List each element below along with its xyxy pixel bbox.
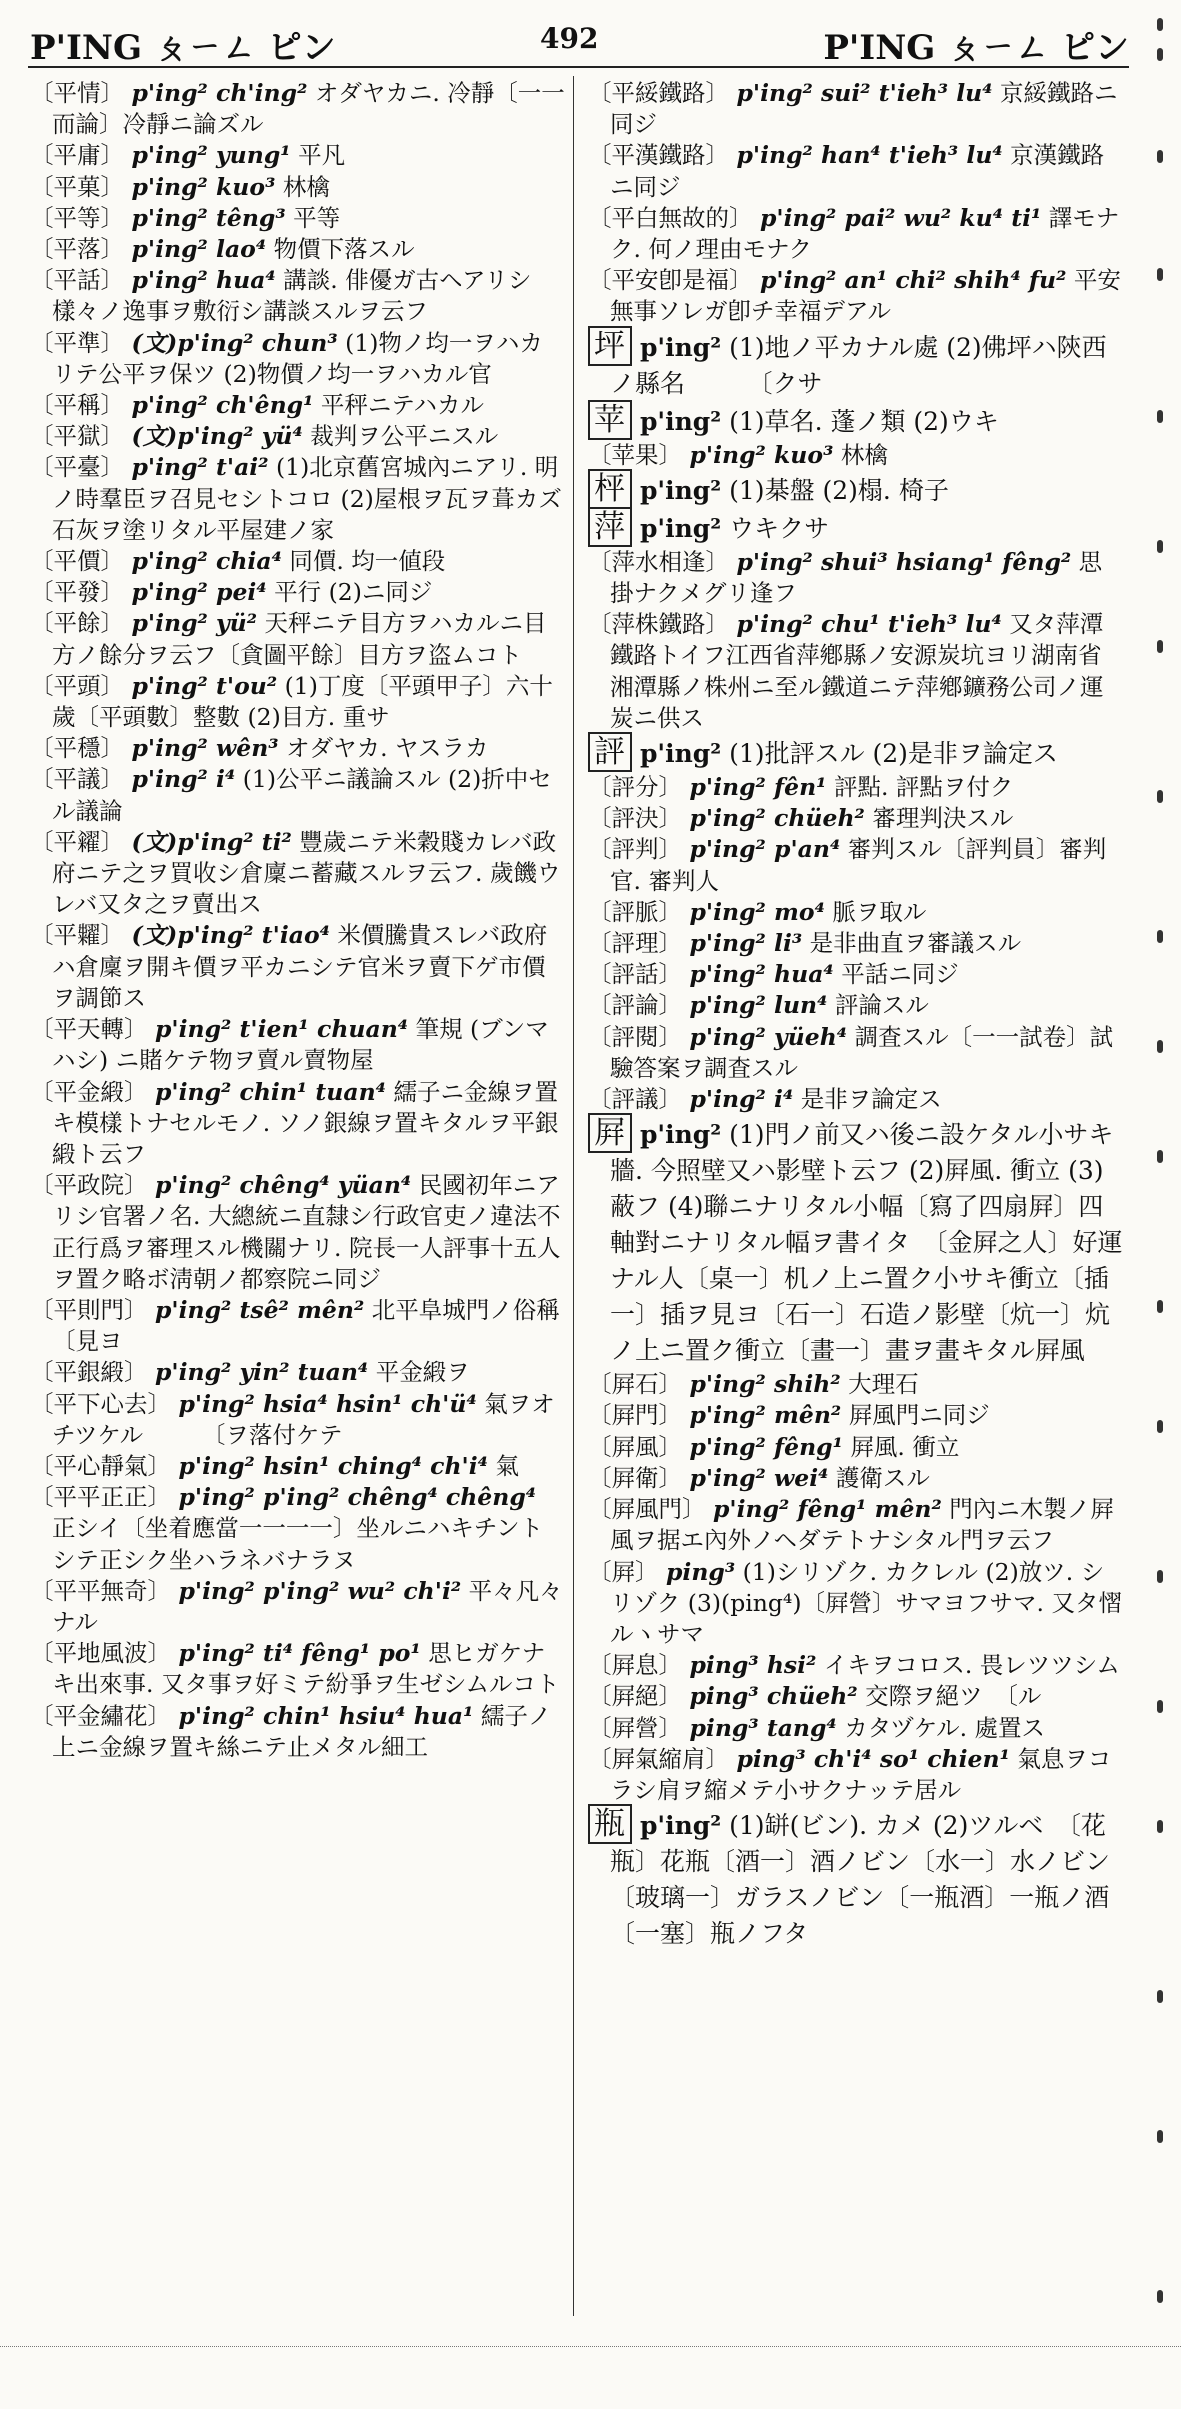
entry-definition: 平々凡々ナル <box>52 1576 563 1636</box>
entry-headword: 〔屛風門〕 <box>588 1495 706 1524</box>
entry-headword: 〔平綏鐵路〕 <box>588 79 729 107</box>
entry-definition: (1)公平ニ議論スル (2)折中セル議論 <box>52 765 552 825</box>
entry-definition: (1)草名. 蓬ノ類 (2)ウキ <box>721 406 999 436</box>
entry-romanization: p'ing² hsia⁴ hsin¹ ch'ü⁴ <box>178 1389 477 1418</box>
compound-entry <box>588 1463 1124 1494</box>
entry-definition: (1)丁度〔平頭甲子〕六十歲〔平頭數〕整數 (2)目方. 重サ <box>52 671 553 732</box>
entry-definition: 京綏鐵路ニ同ジ <box>610 79 1118 139</box>
entry-romanization: (文)p'ing² ti² <box>131 827 292 856</box>
entry-headword: 〔平平正正〕 <box>30 1483 171 1512</box>
entry-headword: 〔平金緞〕 <box>30 1077 148 1106</box>
entry-romanization: p'ing² pai² wu² ku⁴ ti¹ <box>759 203 1042 232</box>
compound-entry <box>588 1650 1124 1681</box>
headword-entry <box>588 471 1124 509</box>
entry-headword: 〔平漢鐵路〕 <box>588 141 729 170</box>
column-divider <box>573 76 574 2316</box>
entry-definition: 評論スル <box>827 991 929 1020</box>
compound-entry <box>30 265 566 327</box>
entry-headword: 瓶 <box>588 1804 632 1844</box>
entry-headword: 〔屛〕 <box>588 1557 659 1586</box>
entry-romanization: p'ing² wei⁴ <box>689 1463 829 1492</box>
entry-romanization: p'ing² chia⁴ <box>131 547 282 576</box>
entry-headword: 〔平政院〕 <box>30 1171 148 1200</box>
headword-entry <box>588 509 1124 547</box>
compound-entry <box>30 140 566 171</box>
compound-entry <box>588 1557 1124 1651</box>
entry-definition: 平行 (2)ニ同ジ <box>266 578 433 607</box>
compound-entry <box>30 1576 566 1638</box>
entry-romanization: p'ing² hua⁴ <box>689 960 834 989</box>
compound-entry <box>588 547 1124 609</box>
compound-entry <box>30 1357 566 1388</box>
entry-definition: 評點. 評點ヲ付ク <box>826 773 1014 802</box>
entry-definition: (1)シリゾク. カクレル (2)放ツ. シリゾク (3)(ping⁴)〔屛營〕サマヨフサマ. 又タ慴ルヽサマ <box>610 1557 1122 1648</box>
compound-entry <box>588 609 1124 734</box>
entry-romanization: p'ing² fên¹ <box>689 773 827 802</box>
entry-definition: 譯モナク. 何ノ理由モナク <box>610 203 1120 264</box>
entry-definition: 民國初年ニアリシ官署ノ名. 大總統ニ直隸シ行政官吏ノ違法不正行爲ヲ審理スル機關ナリ. 院長一人評事十五人ヲ置ク略ボ淸朝ノ都察院ニ同ジ <box>52 1171 561 1293</box>
right-column <box>588 78 1124 2306</box>
entry-definition: 門內ニ木製ノ屛風ヲ据エ內外ノヘダテトナシタル門ヲ云フ <box>610 1495 1114 1555</box>
entry-romanization: p'ing² sui² t'ieh³ lu⁴ <box>736 79 993 107</box>
compound-entry <box>588 772 1124 803</box>
compound-entry <box>30 390 566 421</box>
entry-headword: 〔平臺〕 <box>30 453 124 482</box>
scan-speck <box>1157 930 1163 943</box>
entry-romanization: (文)p'ing² yü⁴ <box>131 422 303 451</box>
entry-romanization: p'ing² chin¹ tuan⁴ <box>154 1077 386 1106</box>
entry-headword: 〔評決〕 <box>588 804 682 833</box>
entry-headword: 〔平銀緞〕 <box>30 1358 148 1387</box>
entry-romanization: p'ing² ti⁴ fêng¹ po¹ <box>178 1639 421 1668</box>
entry-definition: 物價下落スル <box>266 235 415 264</box>
compound-entry <box>588 928 1124 959</box>
entry-romanization: p'ing² kuo³ <box>131 172 276 201</box>
entry-romanization: p'ing² i⁴ <box>131 765 236 794</box>
entry-headword: 〔平話〕 <box>30 266 124 295</box>
scan-speck <box>1157 1820 1163 1833</box>
entry-definition: 平金緞ヲ <box>368 1358 470 1387</box>
entry-romanization: p'ing² mên² <box>689 1401 842 1430</box>
entry-headword: 〔屛息〕 <box>588 1651 682 1680</box>
entry-headword: 屛 <box>588 1113 632 1153</box>
entry-definition: 平話ニ同ジ <box>833 960 959 989</box>
entry-definition: 氣ヲオチツケル 〔ヲ落付ケテ <box>52 1389 555 1449</box>
entry-romanization: p'ing² ch'êng¹ <box>131 391 314 420</box>
entry-headword: 〔屛營〕 <box>588 1713 682 1742</box>
headword-entry <box>588 328 1124 402</box>
entry-headword: 〔平金繡花〕 <box>30 1701 171 1730</box>
entry-romanization: p'ing² pei⁴ <box>131 578 267 607</box>
entry-romanization: p'ing² p'ing² chêng⁴ chêng⁴ <box>178 1483 537 1512</box>
scan-speck <box>1157 1990 1163 2003</box>
compound-entry <box>30 1389 566 1451</box>
scan-speck <box>1157 2130 1163 2143</box>
compound-entry <box>588 1400 1124 1431</box>
compound-entry <box>30 577 566 608</box>
compound-entry <box>30 421 566 452</box>
entry-romanization: p'ing² p'an⁴ <box>689 835 841 864</box>
entry-romanization: p'ing² <box>639 1811 722 1841</box>
entry-headword: 〔平白無故的〕 <box>588 203 753 232</box>
compound-entry <box>588 990 1124 1021</box>
entry-romanization: p'ing² hua⁴ <box>131 266 276 295</box>
entry-headword: 〔平穩〕 <box>30 734 124 763</box>
entry-romanization: p'ing² lao⁴ <box>131 235 267 264</box>
entry-romanization: ping³ tang⁴ <box>689 1713 837 1742</box>
scan-speck <box>1157 790 1163 803</box>
entry-headword: 〔萍水相逢〕 <box>588 547 729 576</box>
entry-headword: 〔平發〕 <box>30 578 124 607</box>
entry-definition: 交際ヲ絕ツ 〔ル <box>857 1682 1042 1711</box>
entry-definition: (1)棊盤 (2)榻. 椅子 <box>721 475 949 505</box>
scan-speck <box>1157 1040 1163 1053</box>
entry-romanization: p'ing² fêng¹ <box>689 1432 843 1461</box>
entry-headword: 〔屛絕〕 <box>588 1682 682 1711</box>
left-column <box>30 78 631 2306</box>
page-number: 492 <box>540 22 599 55</box>
entry-headword: 苹 <box>588 400 632 440</box>
entry-definition: 筆規 (ブンマハシ) ニ賭ケテ物ヲ賣ル賣物屋 <box>52 1015 549 1075</box>
compound-entry <box>30 328 566 390</box>
entry-definition: 平秤ニテハカル <box>313 391 484 420</box>
page-header <box>0 0 1181 66</box>
entry-headword: 〔平落〕 <box>30 235 124 264</box>
entry-definition: 林檎 <box>833 440 888 469</box>
scan-speck <box>1157 150 1163 163</box>
entry-romanization: p'ing² chüeh² <box>689 804 865 833</box>
entry-romanization: ping³ <box>665 1557 736 1586</box>
compound-entry <box>588 265 1124 327</box>
entry-headword: 〔評脈〕 <box>588 897 682 926</box>
entry-headword: 〔評議〕 <box>588 1085 682 1114</box>
entry-definition: イキヲコロス. 畏レツツシム <box>816 1651 1120 1680</box>
entry-headword: 〔平獄〕 <box>30 422 124 451</box>
entry-headword: 〔屛石〕 <box>588 1370 682 1399</box>
compound-entry <box>30 1295 631 1357</box>
margin-marks <box>1141 0 1177 2409</box>
entry-definition: (1)批評スル (2)是非ヲ論定ス <box>721 739 1058 769</box>
headword-entry <box>588 734 1124 772</box>
headword-entry <box>588 1806 1124 1952</box>
entry-headword: 〔平天轉〕 <box>30 1015 148 1044</box>
entry-definition: 講談. 俳優ガ古ヘアリシ樣々ノ逸事ヲ敷衍シ講談スルヲ云フ <box>52 266 532 326</box>
compound-entry <box>30 1451 566 1482</box>
entry-headword: 〔平心靜氣〕 <box>30 1451 171 1480</box>
compound-entry <box>588 1713 1124 1744</box>
entry-romanization: p'ing² chêng⁴ yüan⁴ <box>154 1171 412 1200</box>
entry-headword: 〔平糶〕 <box>30 921 124 950</box>
scan-speck <box>1157 540 1163 553</box>
entry-definition: 平凡 <box>290 141 346 170</box>
entry-definition: 氣 <box>487 1451 519 1480</box>
compound-entry <box>30 203 566 234</box>
compound-entry <box>30 764 566 826</box>
compound-entry <box>588 78 1124 140</box>
entry-definition: 調査スル〔一一試卷〕試驗答案ヲ調査スル <box>610 1022 1114 1082</box>
entry-headword: 評 <box>588 732 632 772</box>
entry-romanization: p'ing² i⁴ <box>689 1085 794 1114</box>
entry-headword: 〔平糴〕 <box>30 827 124 856</box>
compound-entry <box>588 897 1124 928</box>
entry-romanization: p'ing² chin¹ hsiu⁴ hua¹ <box>178 1701 474 1730</box>
entry-romanization: p'ing² t'ien¹ chuan⁴ <box>154 1015 409 1044</box>
entry-headword: 〔平價〕 <box>30 547 124 576</box>
compound-entry <box>30 78 566 140</box>
entry-definition: (1)地ノ平カナル處 (2)佛坪ハ陝西ノ縣名 〔クサ <box>610 332 1107 398</box>
entry-romanization: p'ing² <box>639 513 722 543</box>
entry-romanization: p'ing² hsin¹ ching⁴ ch'i⁴ <box>178 1451 488 1480</box>
entry-romanization: p'ing² lun⁴ <box>689 991 828 1020</box>
entry-definition: 天秤ニテ目方ヲハカルニ目方ノ餘分ヲ云フ〔貪圖平餘〕目方ヲ盗ムコト <box>52 609 547 669</box>
entry-definition: 繻子ニ金線ヲ置キ模樣トナセルモノ. ソノ銀線ヲ置キタルヲ平銀緞ト云フ <box>52 1077 559 1168</box>
entry-definition: (1)缾(ビン). カメ (2)ツルベ 〔花瓶〕花瓶〔酒一〕酒ノビン〔水一〕水ノビン〔玻璃一〕ガラスノビン〔一瓶酒〕一瓶ノ酒〔一塞〕瓶ノフタ <box>610 1811 1111 1949</box>
entry-headword: 〔平平無奇〕 <box>30 1576 171 1605</box>
entry-headword: 〔平情〕 <box>30 79 124 107</box>
entry-headword: 〔平頭〕 <box>30 671 124 700</box>
compound-entry <box>588 803 1124 834</box>
entry-headword: 〔平庸〕 <box>30 141 124 170</box>
compound-entry <box>30 546 566 577</box>
compound-entry <box>588 203 1124 265</box>
scan-speck <box>1157 640 1163 653</box>
compound-entry <box>30 1170 566 1295</box>
entry-romanization: p'ing² tsê² mên² <box>154 1295 365 1324</box>
entry-romanization: ping³ chüeh² <box>689 1682 858 1711</box>
header-right-guide: P'ING ㄆㄧㄥ ピン <box>823 28 1129 68</box>
entry-definition: 平等 <box>285 203 341 232</box>
entry-romanization: p'ing² têng³ <box>131 203 286 232</box>
compound-entry <box>30 234 566 265</box>
compound-entry <box>30 827 566 921</box>
entry-definition: 屛風門ニ同ジ <box>841 1401 990 1430</box>
scan-speck <box>1157 1420 1163 1433</box>
entry-romanization: p'ing² an¹ chi² shih⁴ fu² <box>759 266 1067 295</box>
entry-definition: 豐歲ニテ米穀賤カレバ政府ニテ之ヲ買收シ倉廩ニ蓄藏スルヲ云フ. 歲饑ウレバ又タ之ヲ賣出ス <box>52 827 561 919</box>
entry-definition: 正シイ〔坐着應當一一一一〕坐ルニハキチントシテ正シク坐ハラネバナラヌ <box>52 1514 544 1574</box>
entry-romanization: p'ing² mo⁴ <box>689 897 825 926</box>
entry-romanization: p'ing² kuo³ <box>689 440 834 469</box>
entry-headword: 〔平下心去〕 <box>30 1389 171 1418</box>
compound-entry <box>30 1701 566 1763</box>
compound-entry <box>30 1482 566 1576</box>
entry-definition: 北平阜城門ノ俗稱 〔見ヨ <box>52 1295 631 1356</box>
entry-headword: 〔苹果〕 <box>588 440 682 469</box>
entry-romanization: p'ing² shui³ hsiang¹ fêng² <box>736 547 1072 576</box>
entry-headword: 枰 <box>588 469 632 509</box>
scan-speck <box>1157 48 1163 61</box>
entry-definition: 米價騰貴スレバ政府ハ倉廩ヲ開キ價ヲ平カニシテ官米ヲ賣下ゲ市價ヲ調節ス <box>52 921 548 1012</box>
entry-romanization: p'ing² <box>639 1120 722 1150</box>
entry-romanization: p'ing² <box>639 332 722 362</box>
compound-entry <box>30 920 566 1014</box>
headword-entry <box>588 402 1124 440</box>
entry-definition: 是非ヲ論定ス <box>793 1085 942 1114</box>
compound-entry <box>30 172 566 203</box>
entry-headword: 〔萍株鐵路〕 <box>588 610 729 639</box>
entry-definition: (1)門ノ前又ハ後ニ設ケタル小サキ牆. 今照壁又ハ影壁ト云フ (2)屛風. 衝立 (3)蔽フ (4)聯ニナリタル小幅〔寫了四扇屛〕四軸對ニナリタル幅ヲ書イタ 〔金屛之人〕好運ナル人〔桌一〕机ノ上ニ置ク小サキ衝立〔插一〕插ヲ見ヨ〔石一〕石造ノ影壁〔炕一〕炕ノ上ニ置ク衝立〔畫一〕畫ヲ畫キタル屛風 <box>610 1120 1123 1366</box>
entry-headword: 萍 <box>588 507 632 547</box>
entry-definition: オダヤカニ. 冷靜〔一一而論〕冷靜ニ論ズル <box>52 79 565 139</box>
scan-speck <box>1157 1700 1163 1713</box>
entry-romanization: p'ing² yin² tuan⁴ <box>154 1358 369 1387</box>
scan-speck <box>1157 18 1163 31</box>
entry-romanization: p'ing² t'ou² <box>131 671 278 700</box>
entry-definition: 大理石 <box>840 1370 919 1399</box>
compound-entry <box>588 959 1124 990</box>
entry-romanization: p'ing² t'ai² <box>131 453 269 482</box>
compound-entry <box>30 671 566 733</box>
entry-definition: 林檎 <box>275 172 330 201</box>
entry-romanization: p'ing² ch'ing² <box>131 79 308 107</box>
entry-headword: 〔屛門〕 <box>588 1401 682 1430</box>
compound-entry <box>30 1014 566 1076</box>
compound-entry <box>30 733 566 764</box>
compound-entry <box>588 440 1124 471</box>
entry-headword: 〔評話〕 <box>588 960 682 989</box>
entry-headword: 〔屛風〕 <box>588 1432 682 1461</box>
entry-romanization: p'ing² yü² <box>131 609 258 638</box>
header-rule <box>28 66 1129 68</box>
header-left-guide: P'ING ㄆㄧㄥ ピン <box>30 28 336 68</box>
entry-romanization: p'ing² shih² <box>689 1370 841 1399</box>
scan-speck <box>1157 2290 1163 2303</box>
entry-definition: 平安無事ソレガ卽チ幸福デアル <box>610 266 1121 326</box>
entry-definition: 脈ヲ取ル <box>824 897 927 926</box>
entry-definition: 審判スル〔評判員〕審判官. 審判人 <box>610 835 1107 895</box>
entry-definition: 又タ萍潭鐵路トイフ江西省萍鄕縣ノ安源炭坑ヨリ湖南省湘潭縣ノ株州ニ至ル鐵道ニテ萍鄕鑛務公司ノ運炭ニ供ス <box>610 610 1104 732</box>
compound-entry <box>588 834 1124 896</box>
entry-headword: 〔平地風波〕 <box>30 1639 171 1668</box>
entry-headword: 〔平則門〕 <box>30 1295 148 1324</box>
entry-definition: オダヤカ. ヤスラカ <box>278 734 489 763</box>
compound-entry <box>588 1744 1124 1806</box>
entry-headword: 〔平稱〕 <box>30 391 124 420</box>
compound-entry <box>588 1022 1124 1084</box>
entry-romanization: p'ing² <box>639 406 722 436</box>
compound-entry <box>588 1681 1124 1712</box>
scan-speck <box>1157 1300 1163 1313</box>
entry-headword: 〔平等〕 <box>30 203 124 232</box>
entry-definition: 屛風. 衝立 <box>842 1432 960 1461</box>
entry-romanization: p'ing² han⁴ t'ieh³ lu⁴ <box>736 141 1003 170</box>
entry-definition: 同價. 均一値段 <box>281 547 446 576</box>
entry-romanization: p'ing² fêng¹ mên² <box>712 1495 942 1524</box>
entry-headword: 坪 <box>588 326 632 366</box>
scan-speck <box>1157 1570 1163 1583</box>
entry-romanization: p'ing² <box>639 475 722 505</box>
entry-headword: 〔屛衛〕 <box>588 1463 682 1492</box>
entry-headword: 〔平議〕 <box>30 765 124 794</box>
entry-headword: 〔評論〕 <box>588 991 682 1020</box>
entry-romanization: p'ing² <box>639 739 722 769</box>
scan-speck <box>1157 268 1163 281</box>
entry-definition: (1)北京舊宮城內ニアリ. 明ノ時羣臣ヲ召見セシトコロ (2)屋根ヲ瓦ヲ葺カズ石灰ヲ塗リタル平屋建ノ家 <box>52 453 562 544</box>
entry-romanization: p'ing² wên³ <box>131 734 279 763</box>
entry-headword: 〔評判〕 <box>588 835 682 864</box>
entry-romanization: ping³ ch'i⁴ so¹ chien¹ <box>736 1744 1010 1773</box>
entry-romanization: p'ing² li³ <box>689 929 803 958</box>
scan-speck <box>1157 410 1163 423</box>
entry-headword: 〔屛氣縮肩〕 <box>588 1744 729 1773</box>
entry-headword: 〔評閱〕 <box>588 1022 682 1051</box>
entry-romanization: p'ing² yung¹ <box>131 141 291 170</box>
entry-definition: ウキクサ <box>721 513 830 543</box>
entry-romanization: p'ing² chu¹ t'ieh³ lu⁴ <box>736 610 1002 639</box>
entry-definition: 護衛スル <box>828 1463 930 1492</box>
compound-entry <box>30 608 566 670</box>
entry-headword: 〔評分〕 <box>588 773 682 802</box>
entry-romanization: ping³ hsi² <box>689 1651 817 1680</box>
entry-definition: 審理判決スル <box>864 804 1014 833</box>
compound-entry <box>30 1077 566 1171</box>
entry-definition: カタヅケル. 處置ス <box>836 1713 1046 1742</box>
headword-entry <box>588 1115 1124 1369</box>
entry-definition: (1)物ノ均一ヲハカリテ公平ヲ保ツ (2)物價ノ均一ヲハカル官 <box>52 328 543 388</box>
entry-definition: 氣息ヲコラシ肩ヲ縮メテ小サクナッテ居ル <box>610 1744 1112 1804</box>
entry-romanization: p'ing² p'ing² wu² ch'i² <box>178 1576 462 1605</box>
entry-definition: 思掛ナクメグリ逢フ <box>610 547 1103 608</box>
compound-entry <box>588 1494 1124 1556</box>
scan-speck <box>1157 1150 1163 1163</box>
entry-romanization: (文)p'ing² chun³ <box>131 328 338 357</box>
compound-entry <box>588 1432 1124 1463</box>
entry-headword: 〔評理〕 <box>588 929 682 958</box>
entry-headword: 〔平安卽是福〕 <box>588 266 753 295</box>
compound-entry <box>588 1084 1124 1115</box>
compound-entry <box>30 1638 566 1700</box>
compound-entry <box>30 452 566 546</box>
entry-definition: 思ヒガケナキ出來事. 又タ事ヲ好ミテ紛爭ヲ生ゼシムルコト <box>52 1639 560 1699</box>
entry-romanization: (文)p'ing² t'iao⁴ <box>131 921 330 950</box>
entry-definition: 京漢鐵路ニ同ジ <box>610 141 1105 201</box>
compound-entry <box>588 140 1124 202</box>
bottom-rule <box>0 2346 1181 2347</box>
entry-headword: 〔平餘〕 <box>30 609 124 638</box>
entry-definition: 繻子ノ上ニ金線ヲ置キ絲ニテ止メタル細工 <box>52 1701 552 1761</box>
compound-entry <box>588 1369 1124 1400</box>
entry-definition: 裁判ヲ公平ニスル <box>302 422 499 451</box>
entry-romanization: p'ing² yüeh⁴ <box>689 1022 848 1051</box>
entry-headword: 〔平菓〕 <box>30 172 124 201</box>
entry-definition: 是非曲直ヲ審議スル <box>802 929 1022 958</box>
entry-headword: 〔平準〕 <box>30 328 124 357</box>
